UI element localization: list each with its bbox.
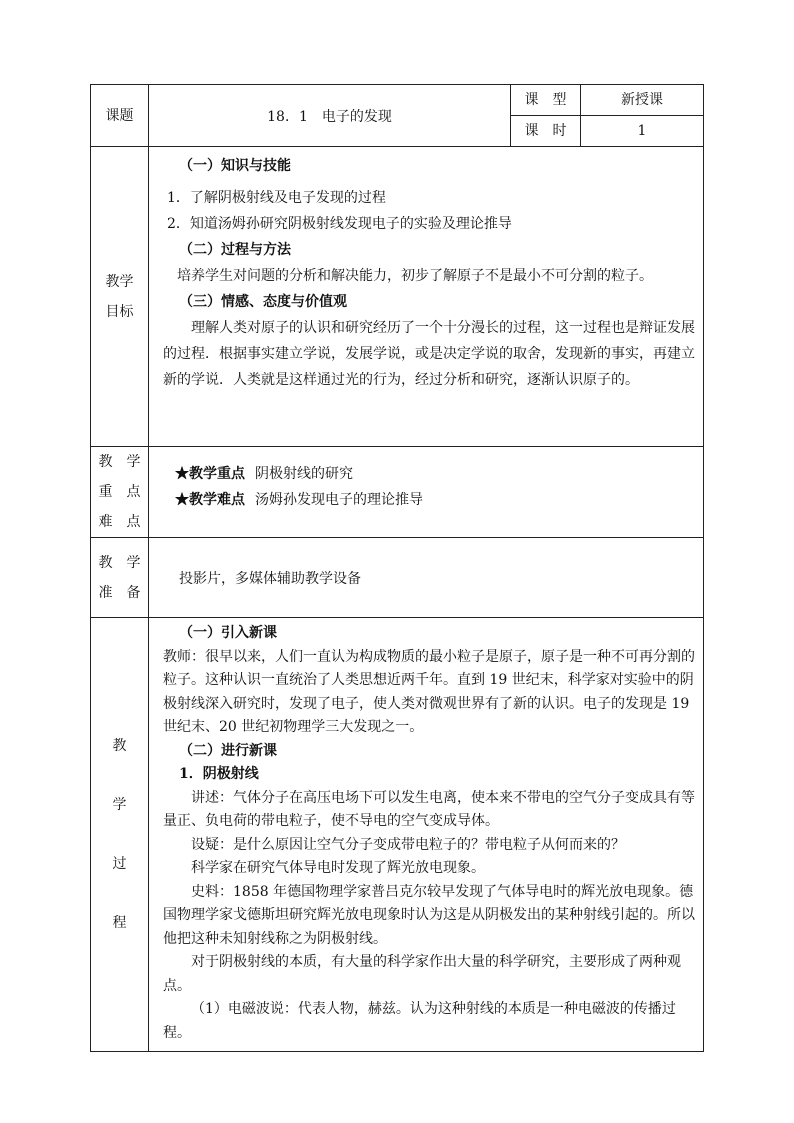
difficulty-line	[163, 487, 695, 513]
hours-label: 课 时	[511, 116, 581, 147]
nature-text: 对于阴极射线的本质，有大量的科学家作出大量的科学研究，主要形成了两种观点。	[163, 954, 681, 994]
history-text: 史料：1858 年德国物理学家普吕克尔较早发现了气体导电时的辉光放电现象。德国物理学家戈德斯坦研究辉光放电现象时认为这是从阴极发出的某种射线引起的。所以他把这种未知射线称之为阴极射线。	[163, 883, 695, 947]
question-text: 设疑：是什么原因让空气分子变成带电粒子的？带电粒子从何而来的？	[191, 836, 625, 853]
intro-heading: （一）引入新课	[179, 625, 277, 641]
values-heading: （三）情感、态度与价值观	[179, 294, 347, 310]
keypoints-label-line-1: 教 学	[98, 454, 141, 470]
process-method-heading: （二）过程与方法	[179, 242, 291, 258]
difficulty-label: ★教学难点	[175, 492, 245, 508]
cathode-ray-heading: 1．阴极射线	[179, 766, 259, 782]
keypoints-label-line-2: 重 点	[98, 484, 141, 500]
knowledge-item-1: 1．了解阴极射线及电子发现的过程	[167, 190, 386, 206]
hours-value: 1	[581, 116, 704, 147]
prep-label-line-2: 准 备	[98, 584, 141, 601]
prep-label-line-1: 教 学	[98, 554, 141, 571]
objectives-label	[91, 147, 149, 447]
objectives-content	[149, 147, 704, 447]
objectives-label-line-1: 教学	[105, 273, 134, 290]
keypoints-content	[149, 447, 704, 538]
knowledge-item-2: 2．知道汤姆孙研究阴极射线发现电子的实验及理论推导	[167, 216, 512, 232]
type-label: 课 型	[511, 85, 581, 116]
difficulty-value: 汤姆孙发现电子的理论推导	[255, 492, 423, 508]
key-point-label: ★教学重点	[175, 466, 245, 482]
values-text: 理解人类对原子的认识和研究经历了一个十分漫长的过程，这一过程也是辩证发展的过程．根据事实建立学说，发展学说，或是决定学说的取舍，发现新的事实，再建立新的学说．人类就是这样通过光的行为，经过分析和研究，逐渐认识原子的。	[163, 320, 695, 388]
process-method-text: 培养学生对问题的分析和解决能力，初步了解原子不是最小不可分割的粒子。	[177, 268, 653, 284]
prep-value: 投影片，多媒体辅助教学设备	[149, 538, 704, 618]
topic-label: 课题	[91, 85, 149, 147]
process-label-line-2: 学	[112, 797, 127, 813]
objectives-label-line-2: 目标	[105, 303, 134, 320]
knowledge-heading: （一）知识与技能	[179, 158, 291, 174]
em-wave-theory-text: （1）电磁波说：代表人物，赫兹。认为这种射线的本质是一种电磁波的传播过程。	[163, 1001, 676, 1041]
prep-label	[91, 538, 149, 618]
intro-text: 教师：很早以来，人们一直认为构成物质的最小粒子是原子，原子是一种不可再分割的粒子。这种认识一直统治了人类思想近两千年。直到 19 世纪末，科学家对实验中的阴极射线深入研究时，发现了电子，使人类对微观世界有了新的认识。电子的发现是 19 世纪末、20 世纪初物理学三大发现之一。	[163, 648, 695, 735]
keypoints-label-line-3: 难 点	[98, 514, 141, 530]
new-lesson-heading: （二）进行新课	[179, 742, 277, 759]
lesson-plan-table	[90, 84, 704, 1052]
process-label	[91, 618, 149, 1052]
process-label-line-1: 教	[112, 738, 127, 754]
process-label-line-3: 过	[112, 856, 127, 872]
key-point-value: 阴极射线的研究	[255, 466, 353, 482]
lecture-text: 讲述：气体分子在高压电场下可以发生电离，使本来不带电的空气分子变成具有等量正、负电荷的带电粒子，使不导电的空气变成导体。	[163, 789, 695, 829]
topic-value: 18．1 电子的发现	[149, 85, 511, 147]
glow-discharge-text: 科学家在研究气体导电时发现了辉光放电现象。	[191, 860, 485, 876]
type-value: 新授课	[581, 85, 704, 116]
process-label-line-4: 程	[112, 915, 127, 931]
process-content	[149, 618, 704, 1052]
keypoints-label	[91, 447, 149, 538]
key-point-line	[163, 461, 695, 487]
